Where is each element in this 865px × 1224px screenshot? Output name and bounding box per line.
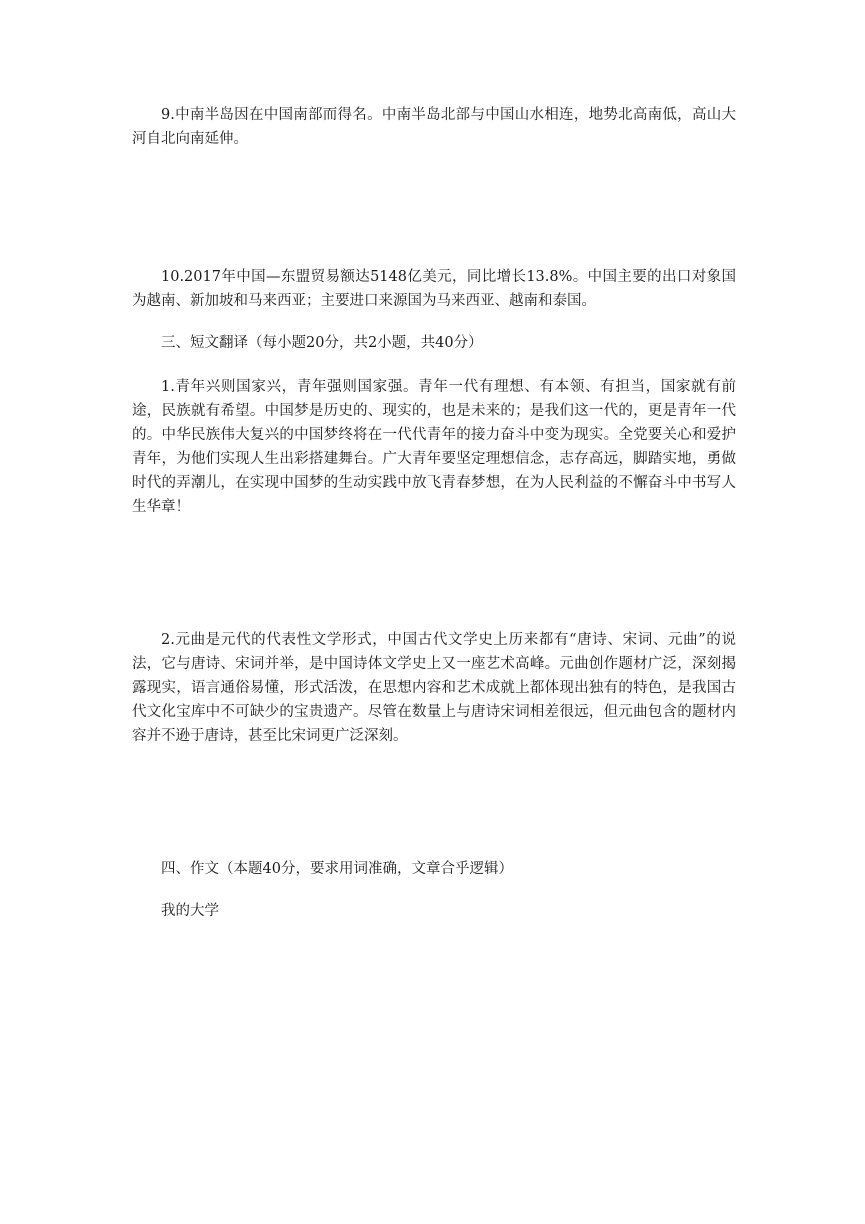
section-4-heading: 四、作文（本题40分，要求用词准确，文章合乎逻辑） [161, 861, 513, 877]
question-9-text: 9.中南半岛因在中国南部而得名。中南半岛北部与中国山水相连，地势北高南低，高山大河自北向南延伸。 [132, 107, 736, 147]
translation-1-text: 1.青年兴则国家兴，青年强则国家强。青年一代有理想、有本领、有担当，国家就有前途，民族就有希望。中国梦是历史的、现实的，也是未来的；是我们这一代的，更是青年一代的。中华民族伟大复兴的中国梦终将在一代代青年的接力奋斗中变为现实。全党要关心和爱护青年，为他们实现人生出彩搭建舞台。广大青年要坚定理想信念，志存高远，脚踏实地，勇做时代的弄潮儿，在实现中国梦的生动实践中放飞青春梦想，在为人民利益的不懈奋斗中书写人生华章！ [132, 379, 736, 515]
translation-2-text: 2.元曲是元代的代表性文学形式，中国古代文学史上历来都有“唐诗、宋词、元曲”的说法，它与唐诗、宋词并举，是中国诗体文学史上又一座艺术高峰。元曲创作题材广泛，深刻揭露现实，语言通俗易懂，形式活泼，在思想内容和艺术成就上都体现出独有的特色，是我国古代文化宝库中不可缺少的宝贵遗产。尽管在数量上与唐诗宋词相差很远，但元曲包含的题材内容并不逊于唐诗，甚至比宋词更广泛深刻。 [132, 632, 736, 744]
question-10-text: 10.2017年中国—东盟贸易额达5148亿美元，同比增长13.8%。中国主要的出口对象国为越南、新加坡和马来西亚；主要进口来源国为马来西亚、越南和泰国。 [132, 269, 736, 309]
essay-title: 我的大学 [161, 903, 219, 919]
section-3-heading: 三、短文翻译（每小题20分，共2小题，共40分） [161, 335, 483, 351]
